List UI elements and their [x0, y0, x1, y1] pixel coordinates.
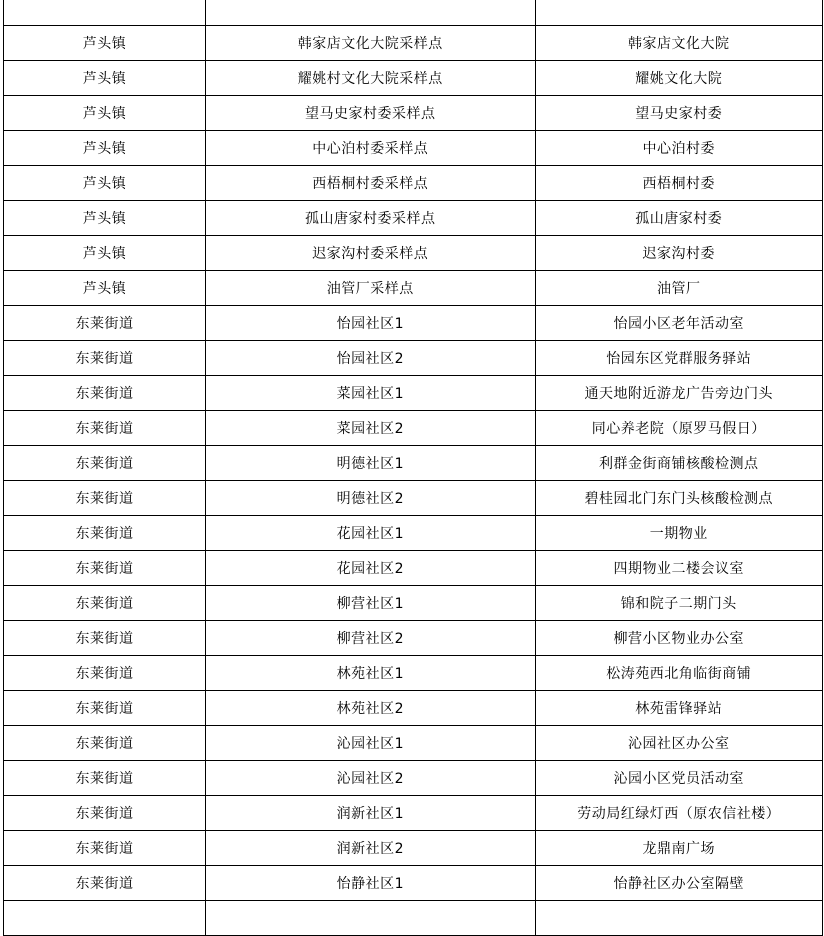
- location-cell: 锦和院子二期门头: [535, 586, 822, 621]
- location-cell: 中心泊村委: [535, 131, 822, 166]
- town-cell: [4, 901, 206, 936]
- location-cell: 油管厂: [535, 271, 822, 306]
- table-row: [4, 26, 823, 61]
- sampling-point-cell: 林苑社区2: [205, 691, 535, 726]
- table-row: [4, 306, 823, 341]
- table-row: [4, 411, 823, 446]
- town-cell: 芦头镇: [4, 26, 206, 61]
- table-row: [4, 131, 823, 166]
- location-cell: 怡园东区党群服务驿站: [535, 341, 822, 376]
- table-row: [4, 446, 823, 481]
- sampling-point-cell: 柳营社区1: [205, 586, 535, 621]
- table-row: [4, 796, 823, 831]
- table-row: [4, 236, 823, 271]
- town-cell: 芦头镇: [4, 131, 206, 166]
- sampling-point-cell: 耀姚村文化大院采样点: [205, 61, 535, 96]
- town-cell: 芦头镇: [4, 271, 206, 306]
- town-cell: 东莱街道: [4, 411, 206, 446]
- sampling-point-cell: [205, 901, 535, 936]
- town-cell: 芦头镇: [4, 96, 206, 131]
- table-row: [4, 866, 823, 901]
- location-cell: 劳动局红绿灯西（原农信社楼）: [535, 796, 822, 831]
- location-cell: [535, 0, 822, 26]
- town-cell: 东莱街道: [4, 691, 206, 726]
- sampling-point-cell: 柳营社区2: [205, 621, 535, 656]
- town-cell: 东莱街道: [4, 376, 206, 411]
- location-cell: 耀姚文化大院: [535, 61, 822, 96]
- table-row: [4, 96, 823, 131]
- location-cell: 松涛苑西北角临街商铺: [535, 656, 822, 691]
- location-cell: 同心养老院（原罗马假日）: [535, 411, 822, 446]
- table-row: [4, 376, 823, 411]
- location-cell: 孤山唐家村委: [535, 201, 822, 236]
- sampling-point-cell: 花园社区2: [205, 551, 535, 586]
- town-cell: 东莱街道: [4, 481, 206, 516]
- sampling-point-cell: 菜园社区2: [205, 411, 535, 446]
- sampling-point-cell: 油管厂采样点: [205, 271, 535, 306]
- sampling-point-cell: 西梧桐村委采样点: [205, 166, 535, 201]
- sampling-point-cell: [205, 0, 535, 26]
- sampling-point-cell: 怡园社区2: [205, 341, 535, 376]
- town-cell: 东莱街道: [4, 446, 206, 481]
- sampling-point-cell: 菜园社区1: [205, 376, 535, 411]
- sampling-point-cell: 林苑社区1: [205, 656, 535, 691]
- table-row: [4, 61, 823, 96]
- town-cell: 芦头镇: [4, 236, 206, 271]
- location-cell: 四期物业二楼会议室: [535, 551, 822, 586]
- table-row: [4, 271, 823, 306]
- town-cell: [4, 0, 206, 26]
- sampling-point-cell: 沁园社区2: [205, 761, 535, 796]
- town-cell: 东莱街道: [4, 516, 206, 551]
- location-cell: 西梧桐村委: [535, 166, 822, 201]
- location-cell: 怡园小区老年活动室: [535, 306, 822, 341]
- town-cell: 东莱街道: [4, 726, 206, 761]
- location-cell: 龙鼎南广场: [535, 831, 822, 866]
- table-row: [4, 0, 823, 26]
- table-row: [4, 586, 823, 621]
- sampling-point-cell: 孤山唐家村委采样点: [205, 201, 535, 236]
- sampling-sites-table: [3, 0, 823, 936]
- town-cell: 芦头镇: [4, 166, 206, 201]
- location-cell: 怡静社区办公室隔壁: [535, 866, 822, 901]
- town-cell: 东莱街道: [4, 831, 206, 866]
- town-cell: 东莱街道: [4, 586, 206, 621]
- town-cell: 东莱街道: [4, 306, 206, 341]
- table-row: [4, 516, 823, 551]
- table-row: [4, 481, 823, 516]
- location-cell: 通天地附近游龙广告旁边门头: [535, 376, 822, 411]
- sampling-point-cell: 韩家店文化大院采样点: [205, 26, 535, 61]
- sampling-point-cell: 中心泊村委采样点: [205, 131, 535, 166]
- table-row: [4, 691, 823, 726]
- town-cell: 东莱街道: [4, 866, 206, 901]
- sampling-point-cell: 花园社区1: [205, 516, 535, 551]
- town-cell: 芦头镇: [4, 61, 206, 96]
- table-row: [4, 901, 823, 936]
- location-cell: [535, 901, 822, 936]
- sampling-point-cell: 望马史家村委采样点: [205, 96, 535, 131]
- sampling-point-cell: 润新社区1: [205, 796, 535, 831]
- location-cell: 柳营小区物业办公室: [535, 621, 822, 656]
- town-cell: 东莱街道: [4, 761, 206, 796]
- town-cell: 东莱街道: [4, 656, 206, 691]
- location-cell: 沁园社区办公室: [535, 726, 822, 761]
- sampling-point-cell: 迟家沟村委采样点: [205, 236, 535, 271]
- sampling-point-cell: 怡静社区1: [205, 866, 535, 901]
- town-cell: 东莱街道: [4, 621, 206, 656]
- sampling-point-cell: 怡园社区1: [205, 306, 535, 341]
- location-cell: 林苑雷锋驿站: [535, 691, 822, 726]
- table-row: [4, 551, 823, 586]
- location-cell: 迟家沟村委: [535, 236, 822, 271]
- location-cell: 望马史家村委: [535, 96, 822, 131]
- table-row: [4, 341, 823, 376]
- table-row: [4, 656, 823, 691]
- location-cell: 碧桂园北门东门头核酸检测点: [535, 481, 822, 516]
- table-row: [4, 166, 823, 201]
- town-cell: 芦头镇: [4, 201, 206, 236]
- town-cell: 东莱街道: [4, 796, 206, 831]
- table-row: [4, 726, 823, 761]
- sampling-point-cell: 润新社区2: [205, 831, 535, 866]
- location-cell: 沁园小区党员活动室: [535, 761, 822, 796]
- sampling-point-cell: 沁园社区1: [205, 726, 535, 761]
- table-row: [4, 621, 823, 656]
- table-row: [4, 201, 823, 236]
- town-cell: 东莱街道: [4, 551, 206, 586]
- sampling-point-cell: 明德社区2: [205, 481, 535, 516]
- sampling-point-cell: 明德社区1: [205, 446, 535, 481]
- town-cell: 东莱街道: [4, 341, 206, 376]
- location-cell: 利群金街商铺核酸检测点: [535, 446, 822, 481]
- table-row: [4, 831, 823, 866]
- table-body: [4, 0, 823, 936]
- location-cell: 一期物业: [535, 516, 822, 551]
- table-row: [4, 761, 823, 796]
- location-cell: 韩家店文化大院: [535, 26, 822, 61]
